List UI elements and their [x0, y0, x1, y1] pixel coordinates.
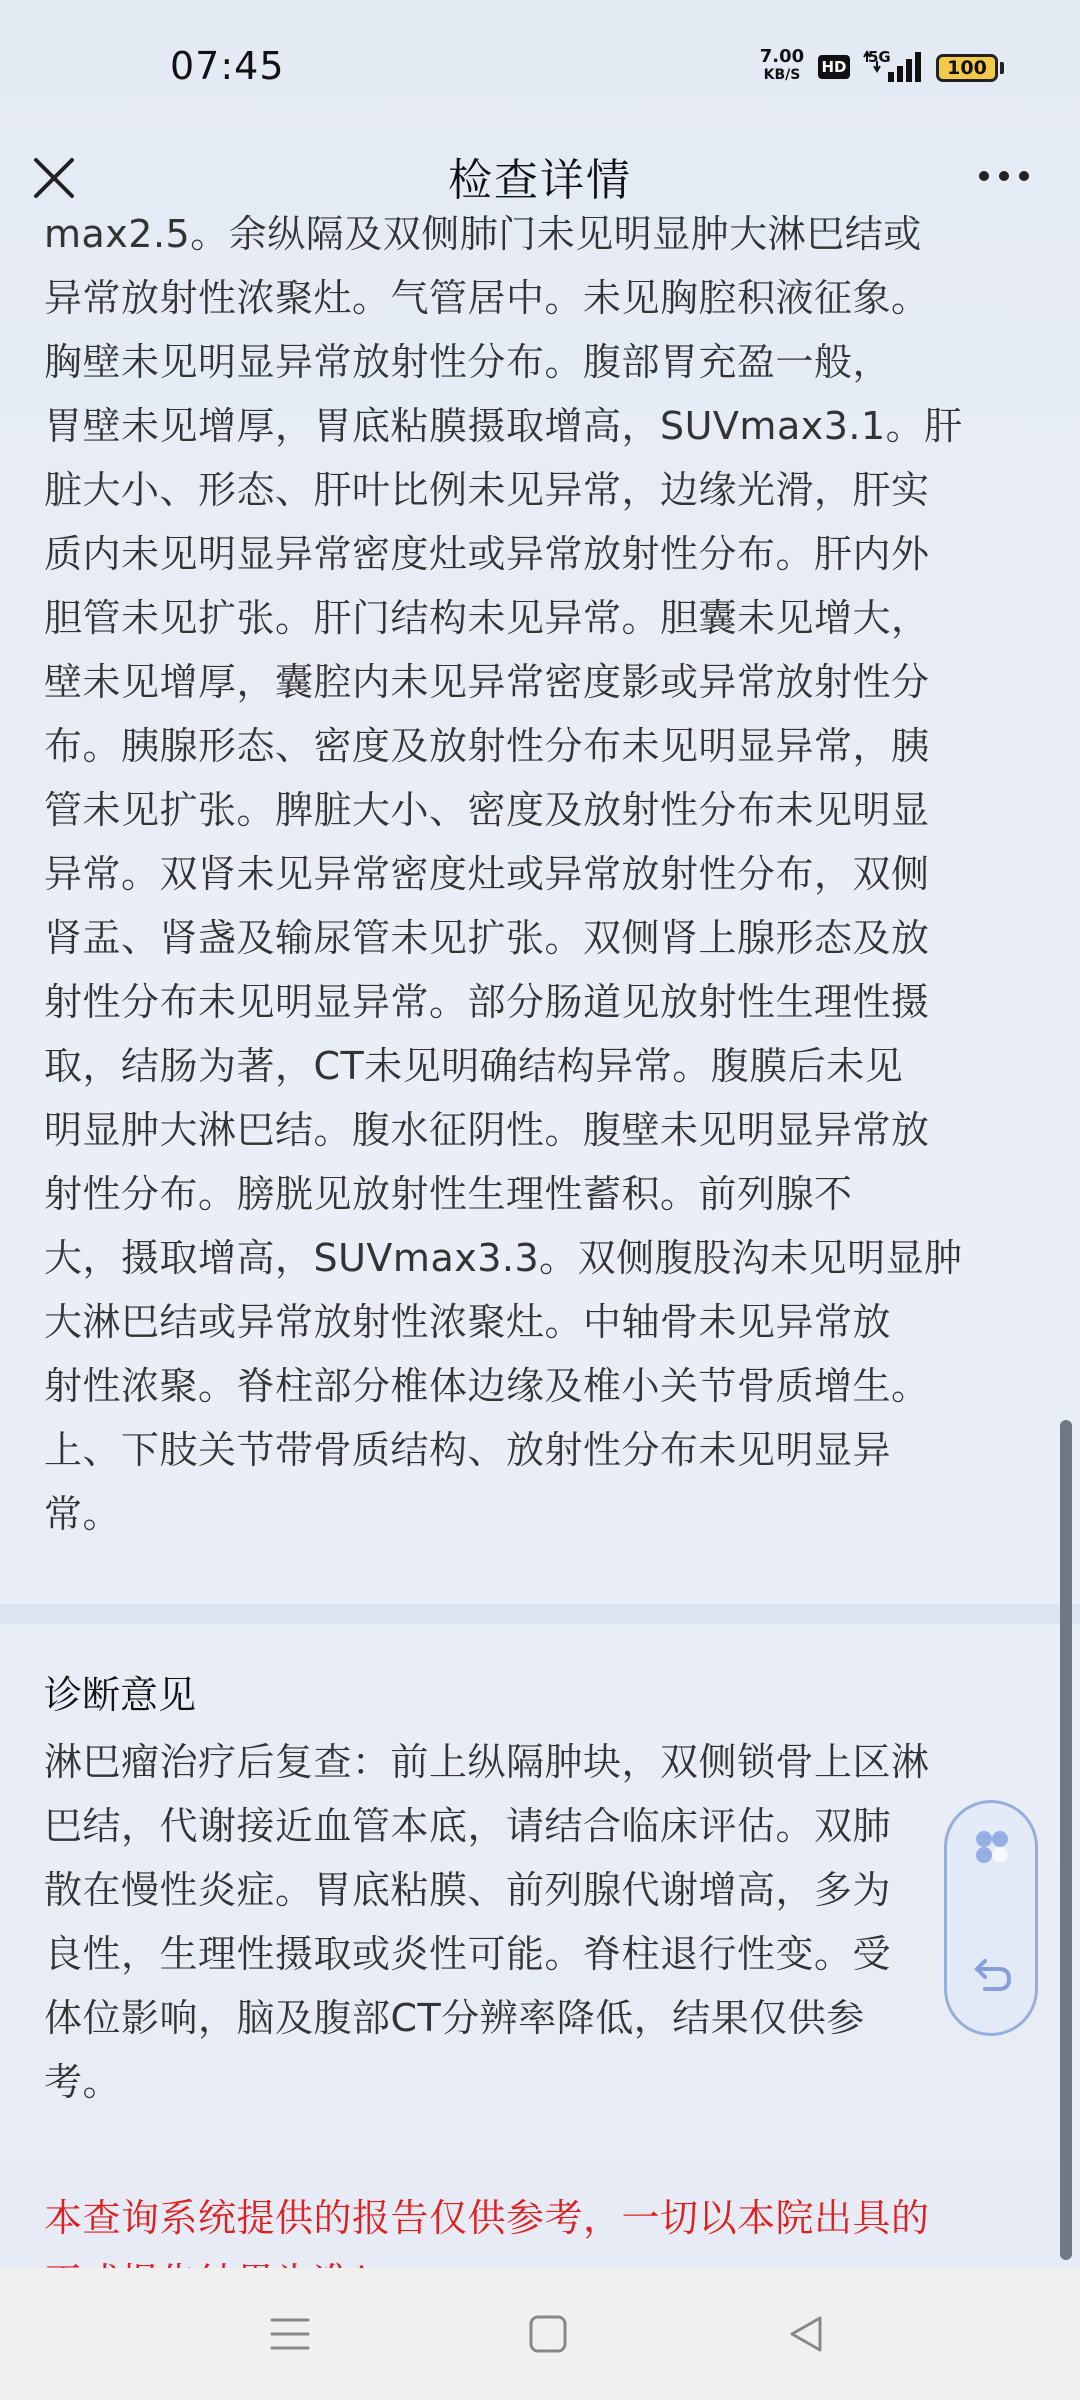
scrollbar-thumb[interactable]: [1060, 1420, 1072, 2260]
system-nav-bar: [0, 2268, 1080, 2400]
findings-line: 异常。双肾未见异常密度灶或异常放射性分布，双侧: [44, 852, 930, 896]
findings-line: 胆管未见扩张。肝门结构未见异常。胆囊未见增大，: [44, 596, 930, 640]
findings-line: 异常放射性浓聚灶。气管居中。未见胸腔积液征象。: [44, 276, 930, 320]
home-icon[interactable]: [526, 2312, 570, 2356]
findings-line: 大淋巴结或异常放射性浓聚灶。中轴骨未见异常放: [44, 1300, 892, 1344]
network-type-label: 5G: [868, 48, 891, 66]
findings-line: 管未见扩张。脾脏大小、密度及放射性分布未见明显: [44, 788, 930, 832]
findings-line: 射性分布。膀胱见放射性生理性蓄积。前列腺不: [44, 1172, 853, 1216]
findings-line: max2.5。余纵隔及双侧肺门未见明显肿大淋巴结或: [44, 212, 922, 256]
diagnosis-line: 淋巴瘤治疗后复查：前上纵隔肿块，双侧锁骨上区淋: [44, 1740, 930, 1784]
net-speed-indicator: [754, 48, 810, 84]
report-content[interactable]: [0, 212, 1080, 2268]
more-icon[interactable]: [976, 164, 1032, 188]
findings-line: 大，摄取增高，SUVmax3.3。双侧腹股沟未见明显肿: [44, 1236, 963, 1280]
status-bar: [0, 0, 1080, 138]
findings-line: 射性分布未见明显异常。部分肠道见放射性生理性摄: [44, 980, 930, 1024]
menu-icon[interactable]: [268, 2312, 312, 2356]
diagnosis-line: 良性，生理性摄取或炎性可能。脊柱退行性变。受: [44, 1932, 892, 1976]
back-icon[interactable]: [784, 2312, 828, 2356]
findings-line: 肾盂、肾盏及输尿管未见扩张。双侧肾上腺形态及放: [44, 916, 930, 960]
findings-line: 布。胰腺形态、密度及放射性分布未见明显异常，胰: [44, 724, 930, 768]
battery-tip: [1000, 62, 1004, 74]
battery-icon: 100: [936, 54, 998, 82]
findings-line: 质内未见明显异常密度灶或异常放射性分布。肝内外: [44, 532, 930, 576]
notice-line: 本查询系统提供的报告仅供参考，一切以本院出具的: [44, 2196, 930, 2240]
page-title: 检查详情: [448, 155, 632, 206]
findings-line: 胸壁未见明显异常放射性分布。腹部胃充盈一般，: [44, 340, 892, 384]
voice-assistant-button[interactable]: [944, 1800, 1038, 2036]
findings-line: 常。: [44, 1492, 122, 1536]
findings-line: 取，结肠为著，CT未见明确结构异常。腹膜后未见: [44, 1044, 904, 1088]
voice-assistant-icon: [969, 1825, 1015, 1875]
findings-line: 明显肿大淋巴结。腹水征阴性。腹壁未见明显异常放: [44, 1108, 930, 1152]
diagnosis-text: [44, 1730, 1040, 2114]
diagnosis-title: 诊断意见: [44, 1673, 197, 1717]
diagnosis-line: 体位影响，脑及腹部CT分辨率降低，结果仅供参: [44, 1996, 865, 2040]
diagnosis-line: 巴结，代谢接近血管本底，请结合临床评估。双肺: [44, 1804, 892, 1848]
net-speed-unit: KB/S: [763, 67, 801, 83]
findings-line: 胃壁未见增厚，胃底粘膜摄取增高，SUVmax3.1。肝: [44, 404, 963, 448]
status-time: 07:45: [170, 44, 285, 88]
findings-line: 壁未见增厚，囊腔内未见异常密度影或异常放射性分: [44, 660, 930, 704]
findings-line: 上、下肢关节带骨质结构、放射性分布未见明显异: [44, 1428, 892, 1472]
voice-assistant-undo-icon: [971, 1953, 1015, 1997]
net-speed-value: 7.00: [759, 46, 805, 67]
section-divider: [0, 1604, 1080, 1624]
findings-line: 射性浓聚。脊柱部分椎体边缘及椎小关节骨质增生。: [44, 1364, 930, 1408]
signal-icon: [862, 48, 922, 84]
hd-icon: HD: [818, 55, 850, 79]
findings-text: [44, 202, 1040, 1546]
diagnosis-line: 散在慢性炎症。胃底粘膜、前列腺代谢增高，多为: [44, 1868, 892, 1912]
diagnosis-line: 考。: [44, 2060, 122, 2104]
findings-line: 脏大小、形态、肝叶比例未见异常，边缘光滑，肝实: [44, 468, 930, 512]
